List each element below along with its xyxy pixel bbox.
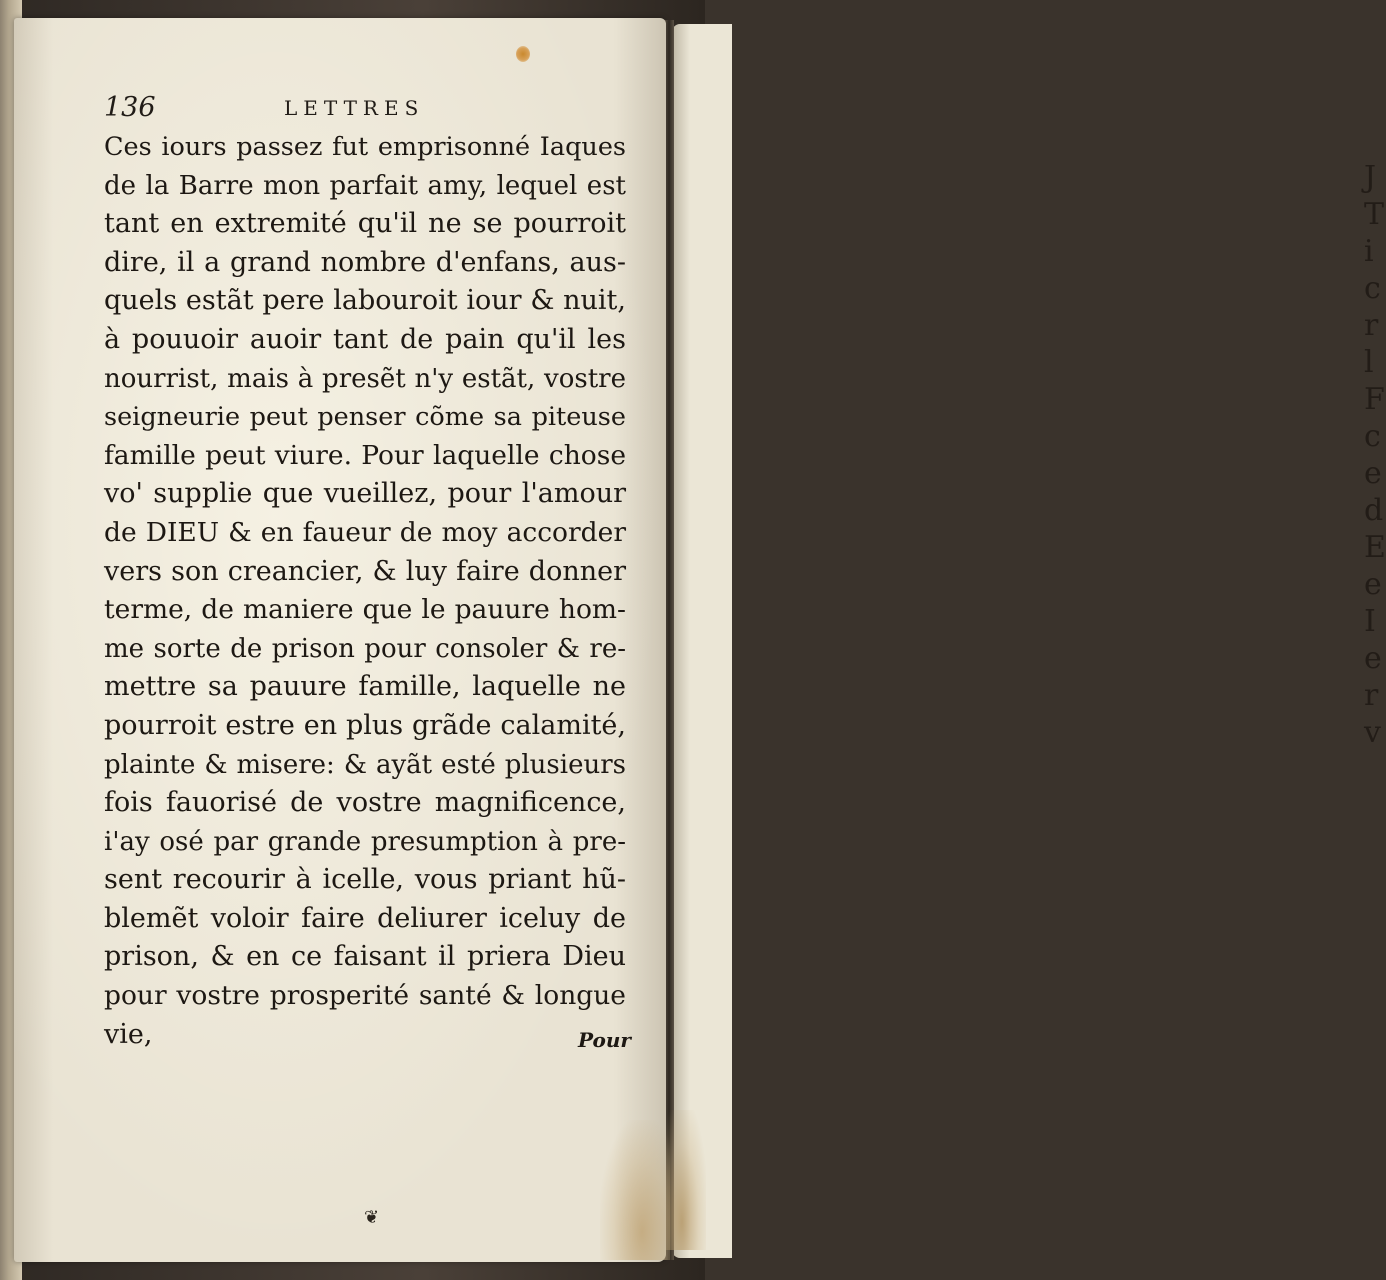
text-line: famille peut viure. Pour laquelle chose: [104, 439, 626, 471]
facing-page-letter: r: [1364, 308, 1379, 343]
page-number: 136: [104, 92, 156, 123]
facing-page-letter: c: [1364, 271, 1381, 306]
facing-page-letter: e: [1364, 456, 1382, 491]
text-line: mettre sa pauure famille, laquelle ne: [104, 671, 626, 703]
text-line: de DIEU & en faueur de moy accorder: [104, 516, 626, 548]
text-line: pour vostre prosperité santé & longue: [104, 980, 626, 1012]
text-line: de la Barre mon parfait amy, lequel est: [104, 170, 626, 201]
catchword: Pour: [578, 1028, 631, 1052]
facing-page-letter: e: [1364, 641, 1382, 676]
facing-page-letter: F: [1364, 382, 1385, 417]
text-line: dire, il a grand nombre d'enfans, aus-: [104, 246, 626, 278]
facing-page-letter: e: [1364, 567, 1382, 602]
running-head: [104, 92, 624, 128]
text-line: nourrist, mais à presẽt n'y estãt, vostre: [104, 363, 626, 394]
text-line: pourroit estre en plus grãde calamité,: [104, 709, 626, 741]
text-line: seigneurie peut penser cõme sa piteuse: [104, 402, 626, 433]
letter-body: [104, 128, 626, 1054]
facing-page: [672, 24, 1386, 1258]
text-line: à pouuoir auoir tant de pain qu'il les: [104, 323, 626, 355]
text-line: vo' supplie que vueillez, pour l'amour: [104, 478, 626, 510]
facing-page-letter: i: [1364, 234, 1374, 269]
fleuron-ornament-icon: ❦: [364, 1207, 380, 1228]
water-stain-facing: [666, 1110, 706, 1250]
ink-spot: [516, 46, 530, 62]
text-line: terme, de maniere que le pauure hom-: [104, 594, 626, 626]
text-line: tant en extremité qu'il ne se pourroit: [104, 208, 626, 240]
water-stain: [600, 1120, 670, 1260]
text-line: vers son creancier, & luy faire donner: [104, 555, 626, 587]
text-line: sent recourir à icelle, vous priant hũ-: [104, 864, 626, 896]
facing-page-letter: v: [1364, 715, 1381, 750]
text-line: prison, & en ce faisant il priera Dieu: [104, 941, 626, 973]
text-line: vie,: [104, 1018, 153, 1050]
text-line: plainte & misere: & ayãt esté plusieurs: [104, 749, 626, 780]
facing-page-fragments: [1364, 159, 1384, 751]
text-line: blemẽt voloir faire deliurer iceluy de: [104, 902, 626, 934]
facing-page-letter: T: [1364, 197, 1385, 232]
running-title: LETTRES: [284, 96, 425, 120]
facing-page-letter: d: [1364, 493, 1384, 528]
facing-page-letter: c: [1364, 419, 1381, 454]
text-line: Ces iours passez fut emprisonné Iaques: [104, 132, 626, 162]
facing-page-letter: E: [1364, 530, 1386, 565]
text-line: quels estãt pere labouroit iour & nuit,: [104, 285, 626, 317]
text-line: i'ay osé par grande presumption à pre-: [104, 826, 626, 857]
facing-page-letter: l: [1364, 345, 1374, 380]
facing-page-letter: r: [1364, 678, 1379, 713]
facing-page-letter: J: [1364, 160, 1377, 195]
text-line: fois fauorisé de vostre magnificence,: [104, 787, 626, 819]
facing-page-letter: I: [1364, 604, 1376, 639]
text-line: me sorte de prison pour consoler & re-: [104, 633, 626, 664]
